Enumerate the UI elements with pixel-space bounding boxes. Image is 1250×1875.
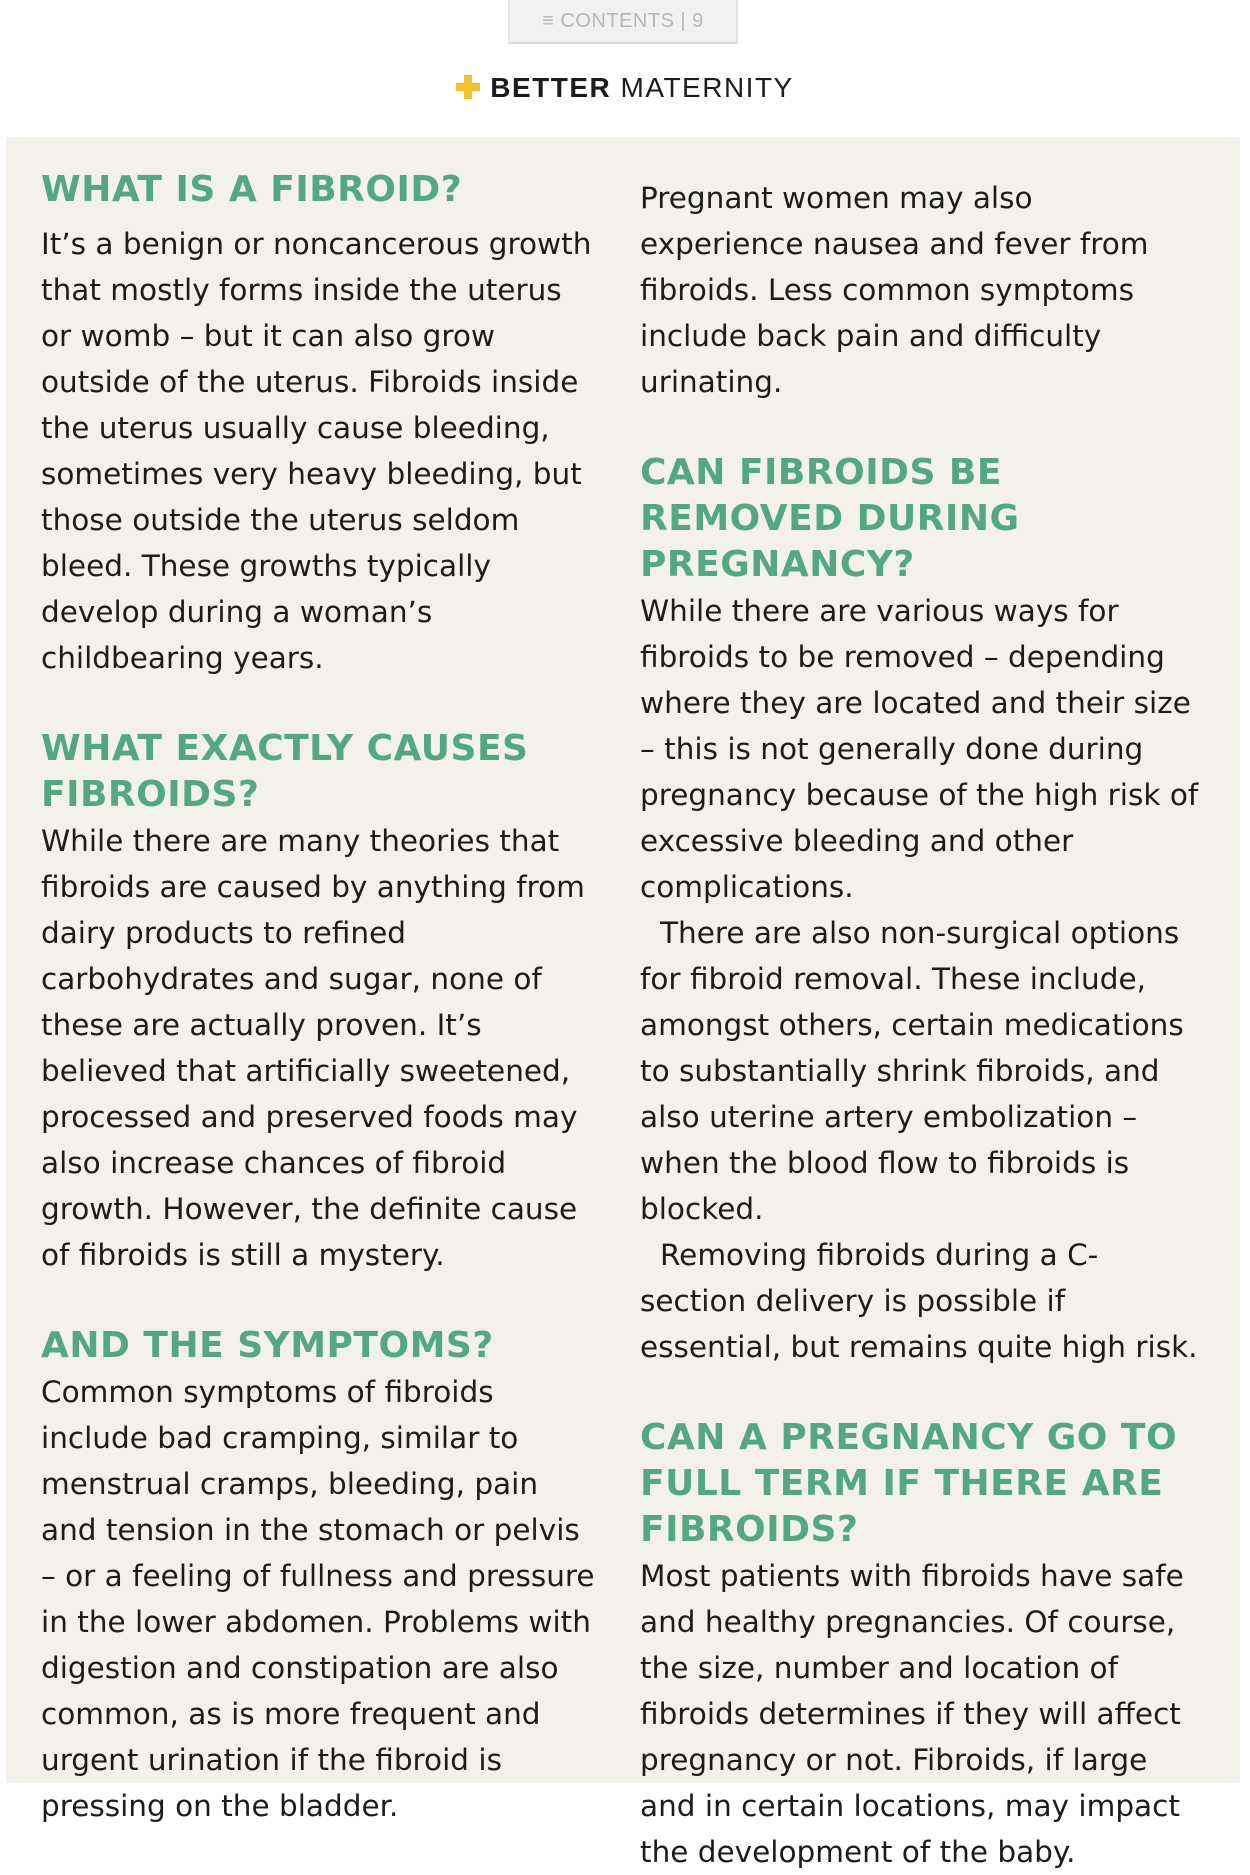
contents-label: CONTENTS xyxy=(560,9,675,32)
brand-rest: MATERNITY xyxy=(620,72,794,103)
section-brand xyxy=(0,72,1250,104)
body-symptoms: Common symptoms of fibroids include bad cramping, similar to menstrual cramps, bleeding, pain and tension in the stomach or pelvis – or a feeling of fullness and pressure in the lower abdomen. Problems with digestion and constipation are also common, as is more frequent and urgent urination if the fibroid is pressing on the bladder. xyxy=(41,1375,595,1823)
divider: | xyxy=(680,9,687,32)
body-full-term: Most patients with fibroids have safe and healthy pregnancies. Of course, the size, number and location of fibroids determines if they will affect pregnancy or not. Fibroids, if large and in certain locations, may impact the development of the baby. xyxy=(640,1559,1184,1869)
body-causes: While there are many theories that fibroids are caused by anything from dairy products to refined carbohydrates and sugar, none of these are actually proven. It’s believed that artificially sweetened, processed and preserved foods may also increase chances of fibroid growth. However, the definite cause of fibroids is still a mystery. xyxy=(41,824,585,1272)
plus-cross-icon xyxy=(456,75,480,99)
brand-bold: BETTER xyxy=(490,72,612,103)
right-column xyxy=(640,167,1200,1875)
article-panel xyxy=(6,137,1240,1869)
body-removal-2: There are also non-surgical options for fibroid removal. These include, amongst others, certain medications to substantially shrink fibroids, and also uterine artery embolization – when the blood flow to fibroids is blocked. xyxy=(640,916,1184,1226)
body-removal-1: While there are various ways for fibroids to be removed – depending where they are located and their size – this is not generally done during pregnancy because of the high risk of excessive bleeding and other complications. xyxy=(640,594,1199,904)
left-column xyxy=(41,167,601,1829)
heading-full-term: CAN A PREGNANCY GO TO FULL TERM IF THERE ARE FIBROIDS? xyxy=(640,1417,1178,1550)
heading-symptoms: AND THE SYMPTOMS? xyxy=(41,1325,494,1366)
page-number: 9 xyxy=(692,9,704,32)
menu-icon: ≡ xyxy=(542,9,555,32)
contents-tab[interactable] xyxy=(508,0,738,44)
body-symptoms-continued: Pregnant women may also experience nausea and fever from fibroids. Less common symptoms include back pain and difficulty urinating. xyxy=(640,181,1149,399)
body-what-is-fibroid: It’s a benign or noncancerous growth that mostly forms inside the uterus or womb – but it can also grow outside of the uterus. Fibroids inside the uterus usually cause bleeding, sometimes very heavy bleeding, but those outside the uterus seldom bleed. These growths typically develop during a woman’s childbearing years. xyxy=(41,227,592,675)
heading-removal: CAN FIBROIDS BE REMOVED DURING PREGNANCY? xyxy=(640,452,1020,585)
heading-causes: WHAT EXACTLY CAUSES FIBROIDS? xyxy=(41,728,529,815)
body-removal-3: Removing fibroids during a C-section delivery is possible if essential, but remains quite high risk. xyxy=(640,1238,1198,1364)
heading-what-is-fibroid: WHAT IS A FIBROID? xyxy=(41,169,463,210)
